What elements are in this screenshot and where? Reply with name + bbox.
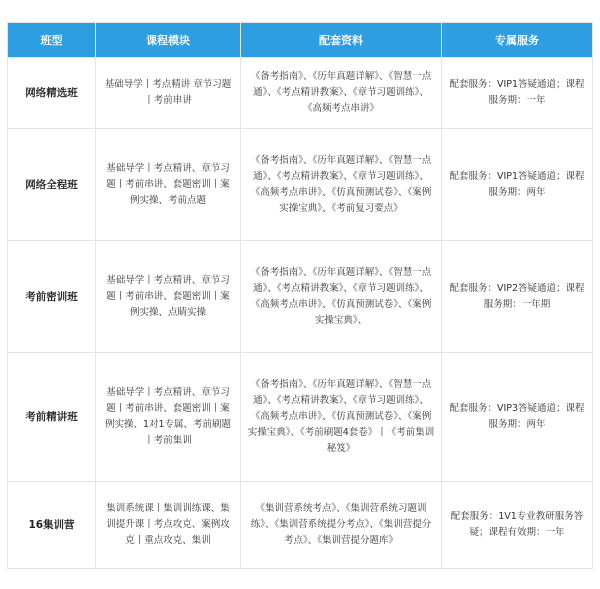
- class-name: 网络精选班: [8, 58, 96, 129]
- table-row: [8, 58, 593, 129]
- header-course-modules: 课程模块: [96, 23, 241, 58]
- table-row: [8, 129, 593, 241]
- materials: 《集训营系统考点》、《集训营系统习题训练》、《集训营系统提分考点》、《集训营提分考点》、《集训营提分题库》: [241, 482, 442, 569]
- course-modules: 基础导学丨考点精讲、章节习题丨考前串讲、套题密训丨案例实操、点睛实操: [96, 241, 241, 353]
- service: 配套服务：1V1专业教研服务答疑；课程有效期：一年: [442, 482, 593, 569]
- header-materials: 配套资料: [241, 23, 442, 58]
- service: 配套服务：VIP3答疑通道；课程服务期：两年: [442, 353, 593, 482]
- materials: 《备考指南》、《历年真题详解》、《智慧一点通》、《考点精讲教案》、《章节习题训练》、《高频考点串讲》、《仿真预测试卷》、《案例实操宝典》、: [241, 241, 442, 353]
- class-name: 16集训营: [8, 482, 96, 569]
- materials: 《备考指南》、《历年真题详解》、《智慧一点通》、《考点精讲教案》、《章节习题训练》、《高频考点串讲》: [241, 58, 442, 129]
- course-modules: 基础导学丨考点精讲 章节习题丨考前串讲: [96, 58, 241, 129]
- table-header-row: [8, 23, 593, 58]
- course-table-container: [7, 22, 592, 569]
- materials: 《备考指南》、《历年真题详解》、《智慧一点通》、《考点精讲教案》、《章节习题训练》、《高频考点串讲》、《仿真预测试卷》、《案例实操宝典》、《考前复习要点》: [241, 129, 442, 241]
- table-row: [8, 482, 593, 569]
- course-modules: 基础导学丨考点精讲、章节习题丨考前串讲、套题密训丨案例实操、考前点题: [96, 129, 241, 241]
- header-services: 专属服务: [442, 23, 593, 58]
- service: 配套服务：VIP1答疑通道；课程服务期：一年: [442, 58, 593, 129]
- course-modules: 集训系统课丨集训训练课、集训提升课丨考点攻克、案例攻克丨重点攻克、集训: [96, 482, 241, 569]
- course-modules: 基础导学丨考点精讲、章节习题丨考前串讲、套题密训丨案例实操、1对1专属、考前刷题丨考前集训: [96, 353, 241, 482]
- table-row: [8, 353, 593, 482]
- table-row: [8, 241, 593, 353]
- class-name: 考前密训班: [8, 241, 96, 353]
- class-name: 考前精讲班: [8, 353, 96, 482]
- service: 配套服务：VIP2答疑通道；课程服务期：一年期: [442, 241, 593, 353]
- header-class-type: 班型: [8, 23, 96, 58]
- materials: 《备考指南》、《历年真题详解》、《智慧一点通》、《考点精讲教案》、《章节习题训练》、《高频考点串讲》、《仿真预测试卷》、《案例实操宝典》、《考前刷题4套卷》丨《考前集训秘笈》: [241, 353, 442, 482]
- service: 配套服务：VIP1答疑通道；课程服务期：两年: [442, 129, 593, 241]
- course-comparison-table: [7, 22, 593, 569]
- class-name: 网络全程班: [8, 129, 96, 241]
